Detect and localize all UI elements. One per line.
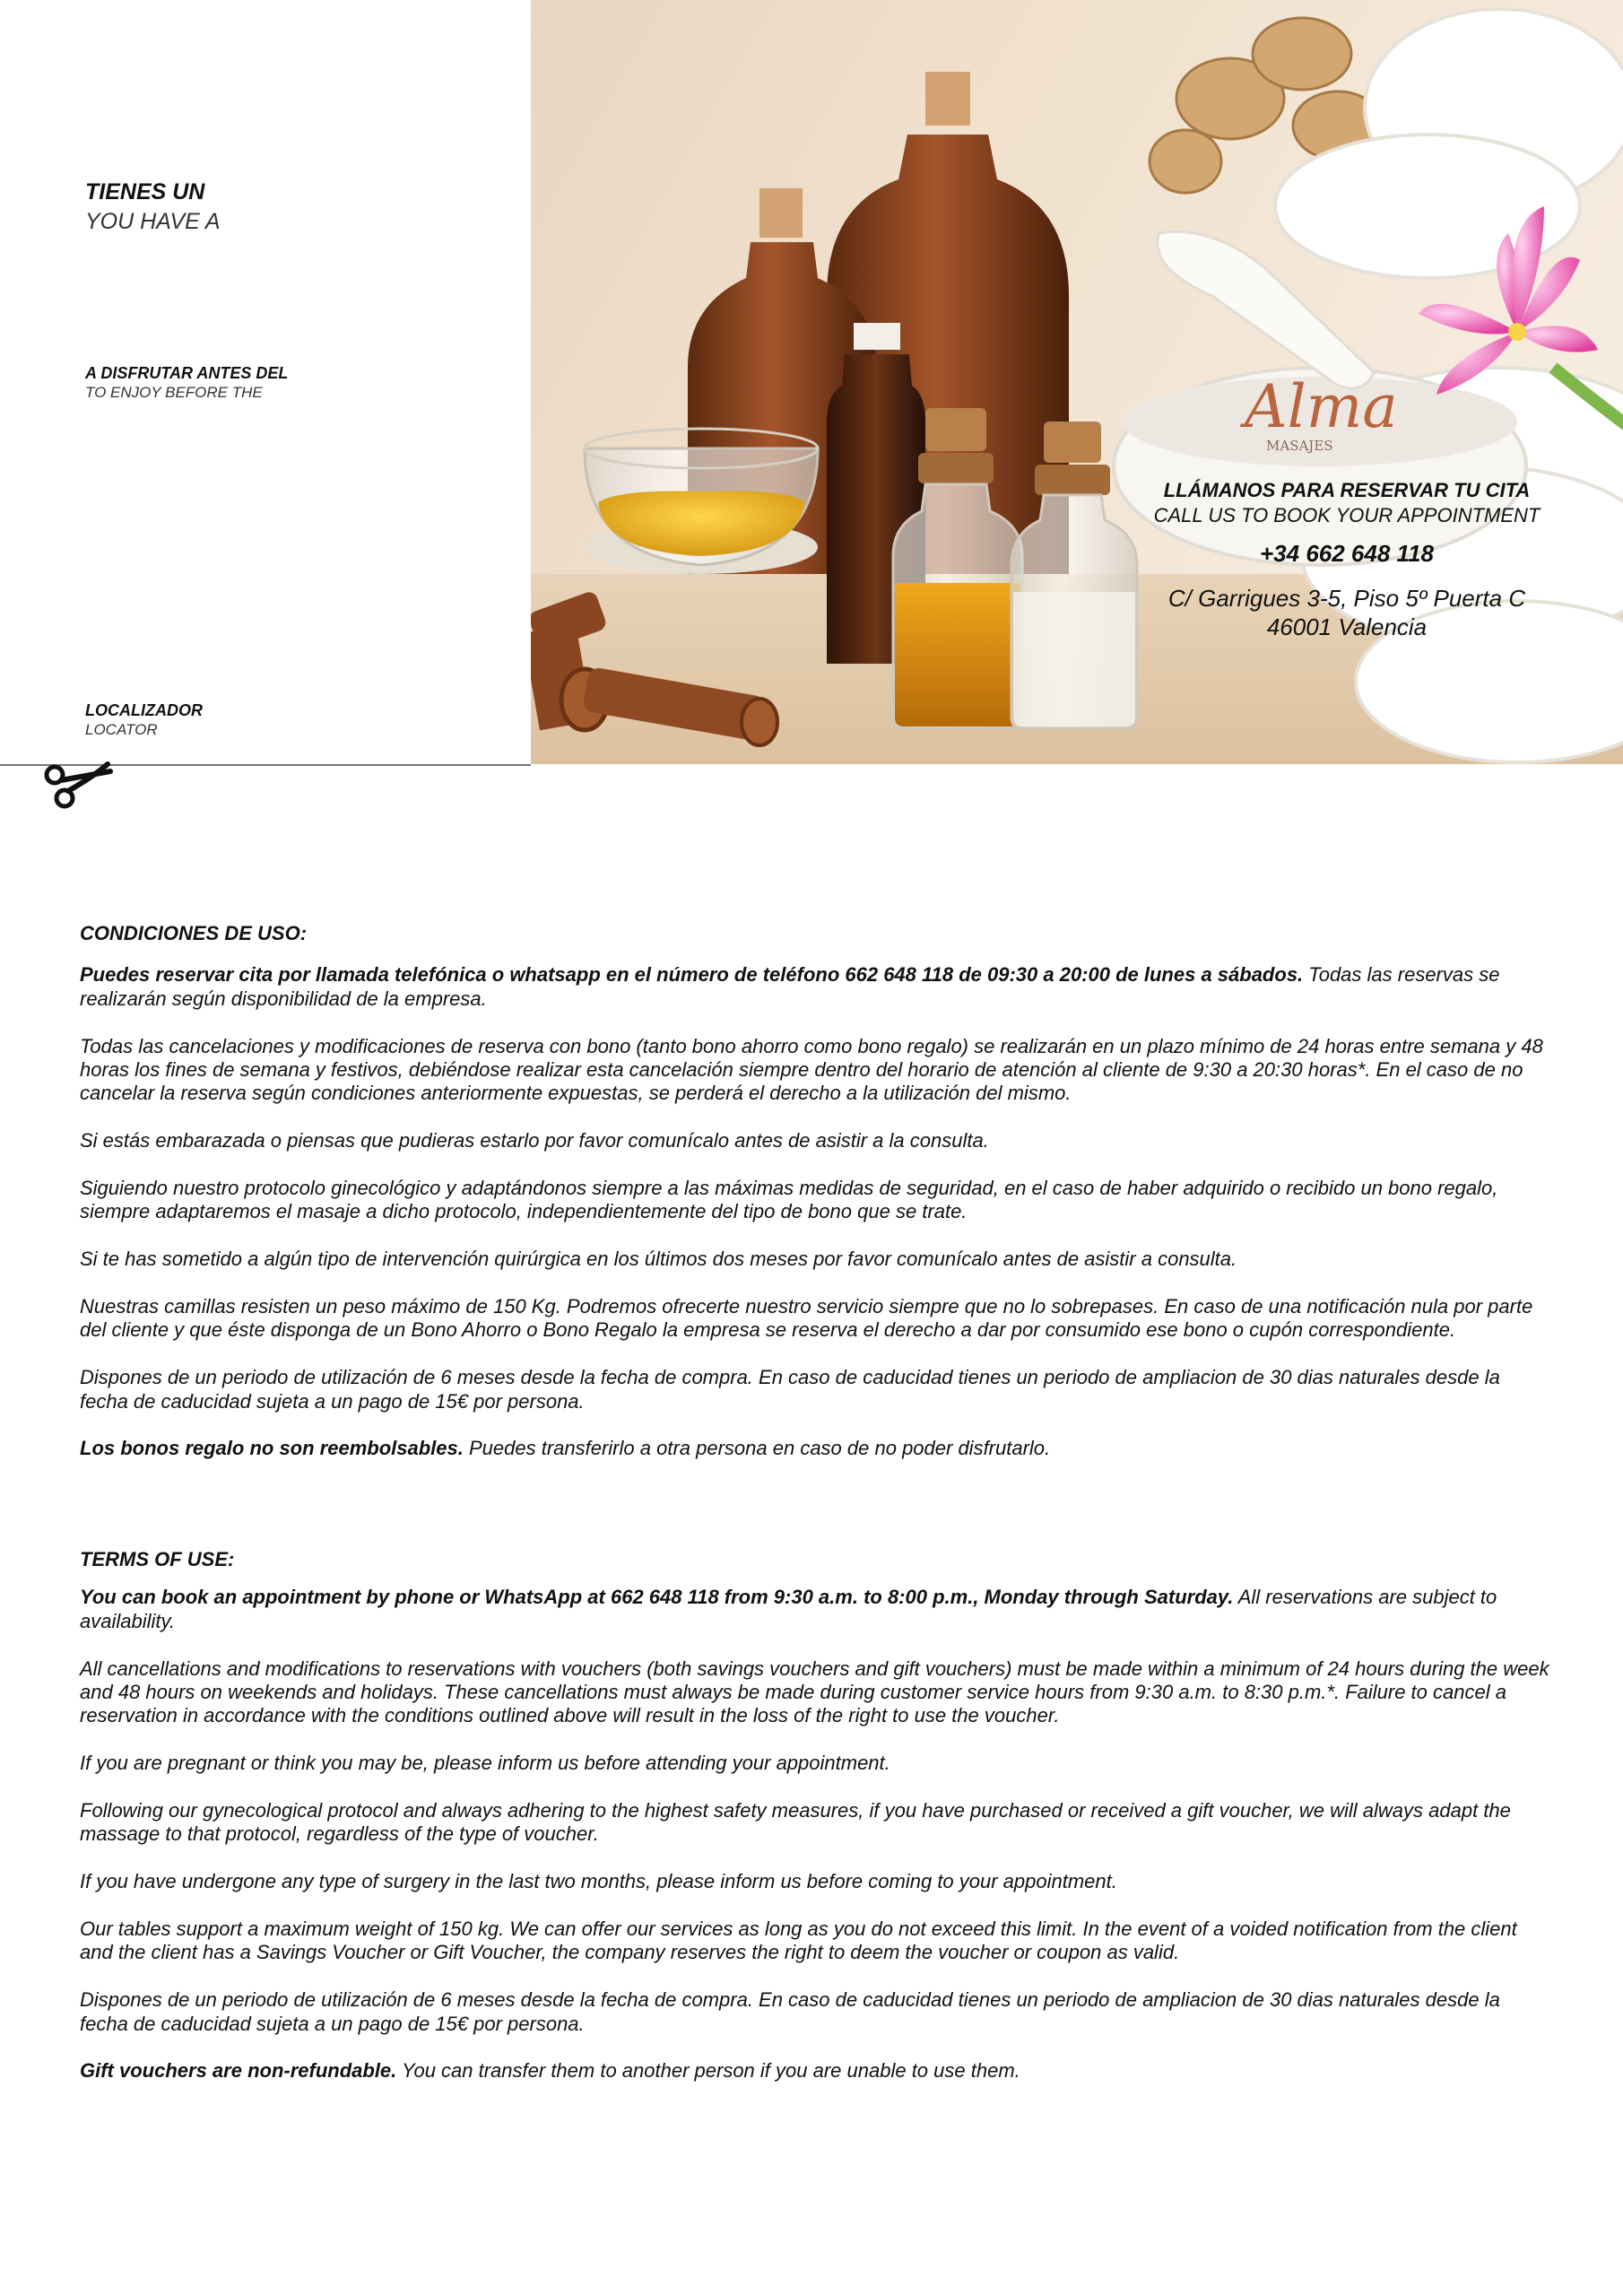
svg-text:MASAJES: MASAJES xyxy=(1266,438,1333,454)
voucher-panel xyxy=(0,0,531,766)
terms-es-p5: Si te has sometido a algún tipo de intervención quirúrgica en los últimos dos meses por favor comunícalo antes de asistir a consulta. xyxy=(80,1248,1237,1271)
enjoy-label-es: A DISFRUTAR ANTES DEL xyxy=(85,364,289,382)
scissors-icon xyxy=(43,761,115,813)
terms-es-p3: Si estás embarazada o piensas que pudieras estarlo por favor comunícalo antes de asistir a la consulta. xyxy=(80,1129,989,1152)
terms-es-p1: Puedes reservar cita por llamada telefónica o whatsapp en el número de teléfono 662 648 118 de 09:30 a 20:00 de lunes a sábados. Todas las reservas se realizarán según disponibilidad de la empresa. xyxy=(80,963,1500,1010)
terms-es-p2: Todas las cancelaciones y modificaciones de reserva con bono (tanto bono ahorro como bono regalo) se realizarán en un plazo mínimo de 24 horas entre semana y 48 horas los fines de semana y festivos, debiéndose realizar esta cancelación siempre dentro del horario de atención al cliente de 9:30 a 20:30 horas*. En el caso de no cancelar la reserva según condiciones anteriormente expuestas, se perderá el derecho a la utilización del mismo. xyxy=(80,1034,1543,1105)
svg-text:Alma: Alma xyxy=(1245,372,1398,441)
call-heading-en: CALL US TO BOOK YOUR APPOINTMENT xyxy=(1153,504,1541,526)
address-line2: 46001 Valencia xyxy=(1266,613,1428,640)
terms-en-p5: If you have undergone any type of surgery in the last two months, please inform us before coming to your appointment. xyxy=(80,1870,1117,1893)
alma-logo xyxy=(1239,362,1419,461)
terms-en-p2: All cancellations and modifications to reservations with vouchers (both savings vouchers and gift vouchers) must be made within a minimum of 24 hours during the week and 48 hours on weekends and holidays. These cancellations must always be made during customer service hours from 9:30 a.m. to 8:30 p.m.*. Failure to cancel a reservation in accordance with the conditions outlined above will result in the loss of the right to use the voucher. xyxy=(80,1657,1549,1727)
spa-photo xyxy=(531,0,1623,764)
terms-en xyxy=(80,1548,1550,2083)
terms-es xyxy=(80,922,1550,1461)
terms-es-p8: Los bonos regalo no son reembolsables. Puedes transferirlo a otra persona en caso de no poder disfrutarlo. xyxy=(80,1437,1051,1460)
terms-heading-en: TERMS OF USE: xyxy=(80,1548,235,1570)
address-line1: C/ Garrigues 3-5, Piso 5º Puerta C xyxy=(1167,585,1526,612)
terms-en-p7: Dispones de un periodo de utilización de 6 meses desde la fecha de compra. En caso de caducidad tienes un periodo de ampliacion de 30 dias naturales desde la fecha de caducidad sujeta a un pago de 15€ por persona. xyxy=(80,1988,1500,2035)
locator-label-en: LOCATOR xyxy=(85,721,158,738)
call-heading-es: LLÁMANOS PARA RESERVAR TU CITA xyxy=(1163,479,1531,501)
terms-heading-es: CONDICIONES DE USO: xyxy=(80,922,308,944)
have-label-es: TIENES UN xyxy=(85,179,205,204)
terms-es-p6: Nuestras camillas resisten un peso máximo de 150 Kg. Podremos ofrecerte nuestro servicio siempre que no lo sobrepases. En caso de una notificación nula por parte del cliente y que éste disponga de un Bono Ahorro o Bono Regalo la empresa se reserva el derecho a dar por consumido ese bono o cupón correspondiente. xyxy=(80,1295,1533,1342)
locator-label-es: LOCALIZADOR xyxy=(85,701,203,719)
phone-number[interactable]: +34 662 648 118 xyxy=(1260,540,1434,567)
terms-en-p6: Our tables support a maximum weight of 150 kg. We can offer our services as long as you do not exceed this limit. In the event of a voided notification from the client and the client has a Savings Voucher or Gift Voucher, the company reserves the right to deem the voucher or coupon as valid. xyxy=(80,1918,1517,1964)
have-label-en: YOU HAVE A xyxy=(85,209,221,234)
terms-en-p1: You can book an appointment by phone or WhatsApp at 662 648 118 from 9:30 a.m. to 8:00 p.m., Monday through Saturday. All reservations are subject to availability. xyxy=(80,1586,1497,1632)
enjoy-label-en: TO ENJOY BEFORE THE xyxy=(85,384,263,401)
terms-en-p3: If you are pregnant or think you may be, please inform us before attending your appointment. xyxy=(80,1752,890,1775)
terms-en-p8: Gift vouchers are non-refundable. You can transfer them to another person if you are unable to use them. xyxy=(80,2059,1020,2083)
terms-es-p7: Dispones de un periodo de utilización de 6 meses desde la fecha de compra. En caso de caducidad tienes un periodo de ampliacion de 30 dias naturales desde la fecha de caducidad sujeta a un pago de 15€ por persona. xyxy=(80,1366,1500,1413)
terms-es-p4: Siguiendo nuestro protocolo ginecológico y adaptándonos siempre a las máximas medidas de seguridad, en el caso de haber adquirido o recibido un bono regalo, siempre adaptaremos el masaje a dicho protocolo, independientemente del tipo de bono que se trate. xyxy=(80,1177,1498,1223)
terms-en-p4: Following our gynecological protocol and always adhering to the highest safety measures, if you have purchased or received a gift voucher, we will always adapt the massage to that protocol, regardless of the type of voucher. xyxy=(80,1799,1511,1846)
